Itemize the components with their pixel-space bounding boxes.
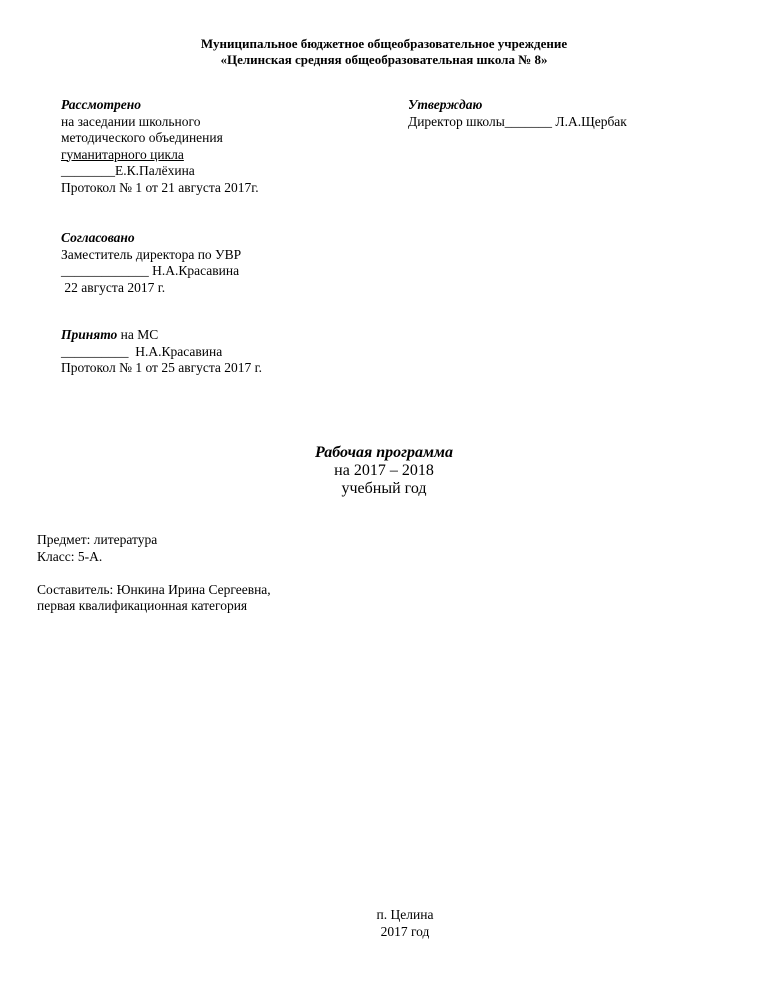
accepted-protocol: Протокол № 1 от 25 августа 2017 г. (61, 360, 263, 375)
author-category: первая квалификационная категория (37, 598, 248, 613)
class: Класс: 5-А. (37, 548, 103, 564)
approved-block (408, 97, 627, 130)
accepted-block (61, 327, 262, 377)
accepted-title-suffix: на МС (117, 327, 159, 342)
reviewed-title: Рассмотрено (61, 97, 141, 112)
reviewed-block (61, 97, 259, 196)
program-academic-year: учебный год (341, 480, 427, 497)
program-title: Рабочая программа (315, 444, 453, 461)
reviewed-signature: ________Е.К.Палёхина (61, 163, 195, 178)
agreed-title: Согласовано (61, 230, 135, 245)
reviewed-line-1: на заседании школьного (61, 113, 201, 129)
reviewed-line-3: гуманитарного цикла (61, 146, 184, 162)
program-title-block (0, 444, 768, 498)
accepted-title: Принято (61, 327, 118, 342)
institution-header (0, 36, 768, 68)
approved-line-1: Директор школы_______ Л.А.Щербак (408, 113, 627, 129)
header-line-1: Муниципальное бюджетное общеобразовательное учреждение (200, 36, 568, 51)
reviewed-protocol: Протокол № 1 от 21 августа 2017г. (61, 179, 259, 195)
header-line-2: «Целинская средняя общеобразовательная школа № 8» (220, 52, 548, 67)
agreed-line-1: Заместитель директора по УВР (61, 246, 242, 262)
author: Составитель: Юнкина Ирина Сергеевна, (37, 581, 271, 597)
agreed-date: 22 августа 2017 г. (61, 279, 166, 295)
agreed-signature: _____________ Н.А.Красавина (61, 263, 240, 278)
program-year: на 2017 – 2018 (334, 462, 434, 479)
approved-title: Утверждаю (408, 97, 483, 112)
footer-year: 2017 год (380, 923, 430, 939)
program-info (37, 532, 271, 615)
footer (0, 907, 768, 940)
subject: Предмет: литература (37, 532, 158, 547)
accepted-signature: __________ Н.А.Красавина (61, 343, 223, 359)
footer-place: п. Целина (376, 907, 434, 922)
agreed-block (61, 230, 241, 296)
reviewed-line-2: методического объединения (61, 130, 223, 145)
